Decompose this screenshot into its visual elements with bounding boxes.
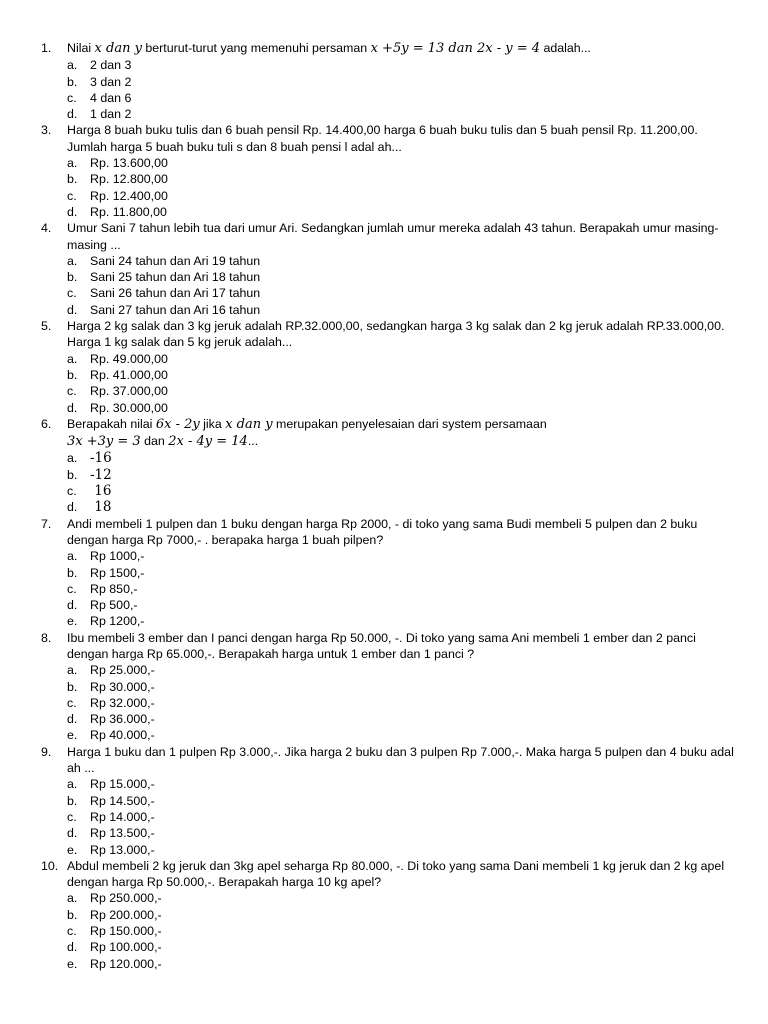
option-letter: d. — [67, 204, 78, 219]
answer-option — [0, 467, 738, 483]
answer-option — [0, 842, 738, 858]
option-text: 2 dan 3 — [90, 58, 132, 73]
question-text-segment: Andi membeli 1 pulpen dan 1 buku dengan harga Rp 2000, - di toko yang sama Budi membeli 5 pulpen dan 2 buku dengan harga Rp 7000,- . berapaka harga 1 buah pilpen? — [67, 516, 698, 547]
question-number: 5. — [41, 319, 52, 334]
answer-option — [0, 57, 738, 73]
answer-option — [0, 269, 738, 285]
question-text-segment: jika — [199, 416, 226, 431]
option-letter: a. — [67, 663, 78, 678]
option-letter: b. — [67, 565, 78, 580]
answer-option — [0, 171, 738, 187]
option-letter: c. — [67, 90, 77, 105]
answer-option — [0, 809, 738, 825]
option-text: Rp 850,- — [90, 581, 138, 596]
option-letter: d. — [67, 940, 78, 955]
option-text: Rp 1000,- — [90, 549, 145, 564]
option-text: Rp 100.000,- — [90, 940, 162, 955]
option-text: Sani 25 tahun dan Ari 18 tahun — [90, 270, 261, 285]
question-item — [0, 858, 738, 891]
option-text: Rp 1200,- — [90, 614, 145, 629]
answer-option — [0, 695, 738, 711]
math-expression: 3x +3y = 3 — [67, 434, 141, 450]
option-letter: b. — [67, 467, 78, 482]
answer-option — [0, 890, 738, 906]
option-text: Rp 14.500,- — [90, 793, 155, 808]
answer-option — [0, 939, 738, 955]
option-letter: b. — [67, 270, 78, 285]
option-letter: c. — [67, 286, 77, 301]
option-text: Rp. 12.400,00 — [90, 188, 168, 203]
question-number: 7. — [41, 516, 52, 531]
option-text: Rp 25.000,- — [90, 663, 155, 678]
question-text-segment: Umur Sani 7 tahun lebih tua dari umur Ari. Sedangkan jumlah umur mereka adalah 43 tahun. Berapakah umur masing-masing ... — [67, 221, 719, 252]
option-letter: d. — [67, 500, 78, 515]
option-text: Sani 27 tahun dan Ari 16 tahun — [90, 302, 261, 317]
answer-option — [0, 793, 738, 809]
answer-option — [0, 907, 738, 923]
option-text: Sani 24 tahun dan Ari 19 tahun — [90, 253, 261, 268]
option-letter: c. — [67, 809, 77, 824]
question-text-segment: Ibu membeli 3 ember dan I panci dengan harga Rp 50.000, -. Di toko yang sama Ani membeli 1 ember dan 2 panci dengan harga Rp 65.000,-. Berapakah harga untuk 1 ember dan 1 panci ? — [67, 630, 696, 661]
option-text: Rp. 11.800,00 — [90, 204, 167, 219]
option-letter: c. — [67, 695, 77, 710]
option-letter: a. — [67, 58, 78, 73]
answer-option — [0, 74, 738, 90]
answer-option — [0, 565, 738, 581]
question-item — [0, 744, 738, 777]
question-text-segment: Harga 2 kg salak dan 3 kg jeruk adalah RP.32.000,00, sedangkan harga 3 kg salak dan 2 kg jeruk adalah RP.33.000,00. Harga 1 kg salak dan 5 kg jeruk adalah... — [67, 319, 725, 350]
answer-option — [0, 776, 738, 792]
answer-option — [0, 613, 738, 629]
answer-option — [0, 204, 738, 220]
answer-option — [0, 367, 738, 383]
math-expression: x dan y — [94, 41, 142, 56]
math-expression: 2x - 4y = 14 — [168, 434, 248, 450]
option-letter: d. — [67, 302, 78, 317]
question-number: 8. — [41, 630, 52, 645]
option-text: Rp 30.000,- — [90, 679, 155, 694]
answer-option — [0, 400, 738, 416]
option-text: -16 — [90, 450, 112, 467]
question-item — [0, 416, 738, 451]
question-text — [67, 858, 738, 891]
answer-option — [0, 499, 738, 515]
question-text-segment: berturut-turut yang memenuhi persaman — [141, 41, 371, 55]
answer-option — [0, 302, 738, 318]
option-letter: c. — [67, 581, 77, 596]
question-item — [0, 122, 738, 155]
option-text: 1 dan 2 — [90, 107, 132, 122]
question-text-segment: Nilai — [67, 41, 95, 55]
option-text: 18 — [90, 499, 112, 516]
option-text: 4 dan 6 — [90, 90, 132, 105]
answer-option — [0, 450, 738, 466]
answer-option — [0, 662, 738, 678]
option-letter: d. — [67, 712, 78, 727]
answer-option — [0, 679, 738, 695]
option-letter: d. — [67, 107, 78, 122]
answer-option — [0, 253, 738, 269]
option-letter: e. — [67, 728, 78, 743]
question-number: 1. — [41, 41, 52, 55]
option-text: Rp. 12.800,00 — [90, 172, 168, 187]
option-letter: a. — [67, 351, 78, 366]
option-letter: b. — [67, 907, 78, 922]
option-letter: c. — [67, 188, 77, 203]
option-text: Rp 500,- — [90, 598, 138, 613]
question-text-segment: Harga 1 buku dan 1 pulpen Rp 3.000,-. Jika harga 2 buku dan 3 pulpen Rp 7.000,-. Maka harga 5 pulpen dan 4 buku adal ah ... — [67, 744, 734, 776]
option-letter: e. — [67, 956, 78, 971]
option-text: Rp 14.000,- — [90, 809, 155, 824]
answer-option — [0, 581, 738, 597]
option-letter: b. — [67, 679, 78, 694]
question-text — [67, 744, 738, 777]
option-letter: a. — [67, 451, 78, 466]
answer-option — [0, 383, 738, 399]
option-text: 16 — [90, 483, 112, 500]
math-expression: x +5y = 13 dan 2x - y = 4 — [370, 41, 541, 56]
question-number: 10. — [41, 858, 59, 873]
option-text: Rp. 49.000,00 — [90, 351, 168, 366]
option-letter: e. — [67, 614, 78, 629]
option-text: Rp 13.000,- — [90, 842, 155, 857]
option-letter: a. — [67, 156, 78, 171]
option-letter: c. — [67, 384, 77, 399]
question-text-segment: adalah... — [540, 41, 591, 55]
question-item — [0, 630, 738, 663]
option-text: -12 — [90, 466, 112, 483]
option-letter: b. — [67, 367, 78, 382]
question-number: 6. — [41, 416, 52, 431]
option-text: Rp 15.000,- — [90, 777, 155, 792]
option-letter: c. — [67, 924, 77, 939]
option-letter: a. — [67, 549, 78, 564]
question-text-segment: Harga 8 buah buku tulis dan 6 buah pensil Rp. 14.400,00 harga 6 buah buku tulis dan 5 buah pensil Rp. 11.200,00. Jumlah harga 5 buah buku tuli s dan 8 buah pensi l adal ah... — [67, 123, 698, 154]
option-text: Rp 250.000,- — [90, 891, 162, 906]
question-item — [0, 40, 738, 57]
answer-option — [0, 711, 738, 727]
answer-option — [0, 188, 738, 204]
answer-option — [0, 351, 738, 367]
answer-option — [0, 548, 738, 564]
question-text — [67, 318, 738, 351]
option-letter: a. — [67, 777, 78, 792]
question-text — [67, 122, 738, 155]
option-letter: d. — [67, 598, 78, 613]
answer-option — [0, 285, 738, 301]
option-text: Rp 120.000,- — [90, 956, 162, 971]
question-text — [67, 416, 738, 433]
question-text-segment: Abdul membeli 2 kg jeruk dan 3kg apel seharga Rp 80.000, -. Di toko yang sama Dani membeli 1 kg jeruk dan 2 kg apel dengan harga Rp 50.000,-. Berapakah harga 10 kg apel? — [67, 858, 725, 890]
question-text — [67, 220, 738, 253]
answer-option — [0, 825, 738, 841]
option-text: Rp 36.000,- — [90, 712, 155, 727]
option-letter: d. — [67, 400, 78, 415]
question-text-segment: dan — [140, 434, 169, 449]
question-text-segment: Berapakah nilai — [67, 416, 156, 431]
question-text — [67, 630, 738, 663]
option-text: Sani 26 tahun dan Ari 17 tahun — [90, 286, 261, 301]
option-text: Rp. 41.000,00 — [90, 367, 168, 382]
option-text: Rp 13.500,- — [90, 826, 155, 841]
option-letter: a. — [67, 891, 78, 906]
answer-option — [0, 483, 738, 499]
option-text: Rp 200.000,- — [90, 907, 162, 922]
option-text: Rp. 30.000,00 — [90, 400, 168, 415]
answer-option — [0, 727, 738, 743]
answer-option — [0, 597, 738, 613]
option-text: 3 dan 2 — [90, 74, 132, 89]
option-text: Rp 150.000,- — [90, 924, 162, 939]
question-item — [0, 516, 738, 549]
equation-line — [67, 433, 738, 450]
option-letter: a. — [67, 253, 78, 268]
question-text-segment: merupakan penyelesaian dari system persamaan — [272, 416, 547, 431]
option-letter: c. — [67, 484, 77, 499]
answer-option — [0, 923, 738, 939]
option-text: Rp. 37.000,00 — [90, 384, 168, 399]
option-text: Rp 32.000,- — [90, 695, 155, 710]
answer-option — [0, 90, 738, 106]
question-text — [67, 40, 738, 57]
question-item — [0, 220, 738, 253]
option-letter: d. — [67, 826, 78, 841]
option-letter: b. — [67, 172, 78, 187]
math-expression: x dan y — [225, 416, 273, 432]
option-text: Rp. 13.600,00 — [90, 156, 168, 171]
math-expression: 6x - 2y — [155, 416, 200, 432]
option-letter: e. — [67, 842, 78, 857]
question-number: 3. — [41, 123, 52, 138]
question-text — [67, 516, 738, 549]
option-text: Rp 40.000,- — [90, 728, 155, 743]
option-text: Rp 1500,- — [90, 565, 145, 580]
answer-option — [0, 956, 738, 972]
answer-option — [0, 106, 738, 122]
question-item — [0, 318, 738, 351]
question-text-segment: ... — [247, 434, 259, 449]
option-letter: b. — [67, 74, 78, 89]
question-number: 9. — [41, 744, 52, 759]
answer-option — [0, 155, 738, 171]
option-letter: b. — [67, 793, 78, 808]
question-number: 4. — [41, 221, 52, 236]
